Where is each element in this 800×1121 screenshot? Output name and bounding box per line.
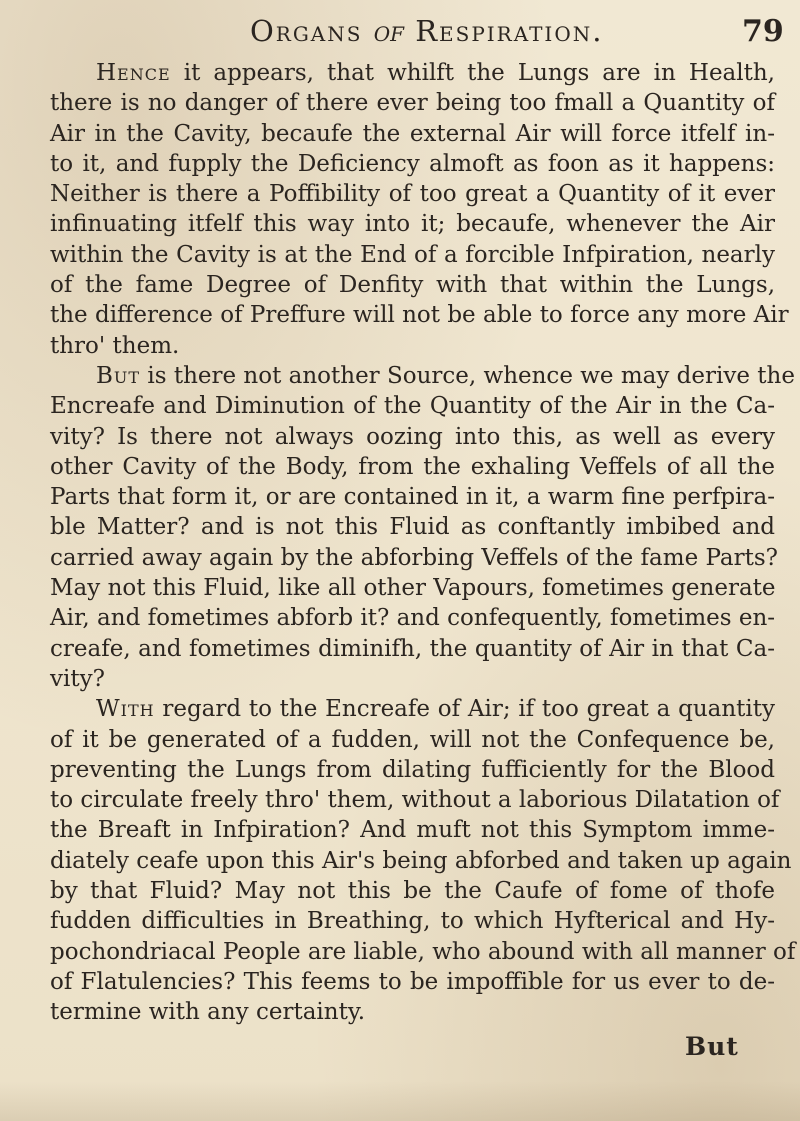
- line-text: carried away again by the abforbing Veffels of the fame Parts?: [50, 544, 779, 571]
- text-line: [50, 331, 775, 361]
- paragraph: [50, 58, 789, 361]
- text-line: [50, 725, 775, 755]
- line-text: vity?: [50, 665, 105, 692]
- text-line: [50, 391, 775, 421]
- text-line: [50, 119, 775, 149]
- line-text: Air in the Cavity, becaufe the external Air will force itfelf in-: [50, 120, 775, 147]
- text-line: [50, 422, 775, 452]
- line-text: preventing the Lungs from dilating fufficiently for the Blood: [50, 756, 775, 783]
- line-text: to circulate freely thro' them, without a laborious Dilatation of: [50, 787, 780, 814]
- paragraph-first-word: But: [96, 362, 141, 389]
- text-line: [50, 58, 775, 88]
- line-text: Air, and fometimes abforb it? and confequently, fometimes en-: [50, 605, 776, 632]
- text-line: [50, 967, 775, 997]
- line-text: of the fame Degree of Denfity with that within the Lungs,: [50, 272, 775, 299]
- text-line: [50, 937, 796, 967]
- text-line: [50, 209, 775, 239]
- paragraph: [50, 694, 796, 1027]
- line-text: to it, and fupply the Deficiency almoft as foon as it happens:: [50, 150, 775, 177]
- text-line: [50, 240, 775, 270]
- line-text: the Breaft in Infpiration? And muft not this Symptom imme-: [50, 817, 775, 844]
- line-text: creafe, and fometimes diminifh, the quantity of Air in that Ca-: [50, 635, 775, 662]
- text-line: [50, 997, 775, 1027]
- line-text: fudden difficulties in Breathing, to which Hyfterical and Hy-: [50, 908, 775, 935]
- line-text: the difference of Preffure will not be able to force any more Air: [50, 302, 789, 329]
- text-line: [50, 815, 775, 845]
- page-edge-shadow: [0, 1081, 800, 1121]
- text-line: [50, 603, 775, 633]
- text-line: [50, 664, 775, 694]
- running-title: Organs of Respiration.: [250, 14, 604, 48]
- text-line: [50, 149, 775, 179]
- line-text: it appears, that whilft the Lungs are in Health,: [170, 60, 775, 86]
- text-line: [50, 846, 792, 876]
- text-line: [50, 634, 775, 664]
- paragraph-first-word: With: [96, 696, 155, 723]
- line-text: is there not another Source, whence we may derive the: [140, 362, 795, 389]
- line-text: thro' them.: [50, 332, 180, 359]
- line-text: Parts that form it, or are contained in it, a warm fine perfpira-: [50, 484, 775, 511]
- text-line: [50, 88, 775, 118]
- line-text: of Flatulencies? This feems to be impoffible for us ever to de-: [50, 968, 775, 995]
- text-line: [50, 694, 775, 724]
- text-line: [50, 270, 775, 300]
- text-line: [50, 755, 775, 785]
- line-text: of it be generated of a fudden, will not the Confequence be,: [50, 726, 775, 753]
- line-text: infinuating itfelf this way into it; becaufe, whenever the Air: [50, 211, 775, 238]
- line-text: regard to the Encreafe of Air; if too great a quantity: [154, 696, 775, 723]
- text-line: [50, 300, 789, 330]
- text-line: [50, 361, 795, 391]
- text-line: [50, 785, 780, 815]
- line-text: by that Fluid? May not this be the Caufe of fome of thofe: [50, 878, 775, 905]
- text-line: [50, 512, 775, 542]
- text-line: [50, 573, 775, 603]
- body-text: [50, 58, 796, 1028]
- catchword: But: [685, 1032, 739, 1061]
- line-text: other Cavity of the Body, from the exhaling Veffels of all the: [50, 453, 775, 480]
- text-line: [50, 543, 779, 573]
- text-line: [50, 452, 775, 482]
- line-text: diately ceafe upon this Air's being abforbed and taken up again: [50, 847, 792, 874]
- line-text: May not this Fluid, like all other Vapours, fometimes generate: [50, 575, 776, 602]
- page-header: [0, 14, 800, 54]
- line-text: Neither is there a Poffibility of too great a Quantity of it ever: [50, 181, 775, 208]
- paragraph-first-word: Hence: [96, 60, 171, 86]
- text-line: [50, 876, 775, 906]
- line-text: vity? Is there not always oozing into this, as well as every: [50, 423, 775, 450]
- page-number: 79: [742, 14, 784, 49]
- line-text: termine with any certainty.: [50, 999, 366, 1026]
- line-text: Encreafe and Diminution of the Quantity of the Air in the Ca-: [50, 393, 775, 420]
- paragraph: [50, 361, 795, 694]
- text-line: [50, 179, 775, 209]
- text-line: [50, 906, 775, 936]
- line-text: ble Matter? and is not this Fluid as conftantly imbibed and: [50, 514, 775, 541]
- line-text: there is no danger of there ever being too fmall a Quantity of: [50, 90, 775, 117]
- text-line: [50, 482, 775, 512]
- line-text: within the Cavity is at the End of a forcible Infpiration, nearly: [50, 241, 775, 268]
- line-text: pochondriacal People are liable, who abound with all manner of: [50, 938, 796, 965]
